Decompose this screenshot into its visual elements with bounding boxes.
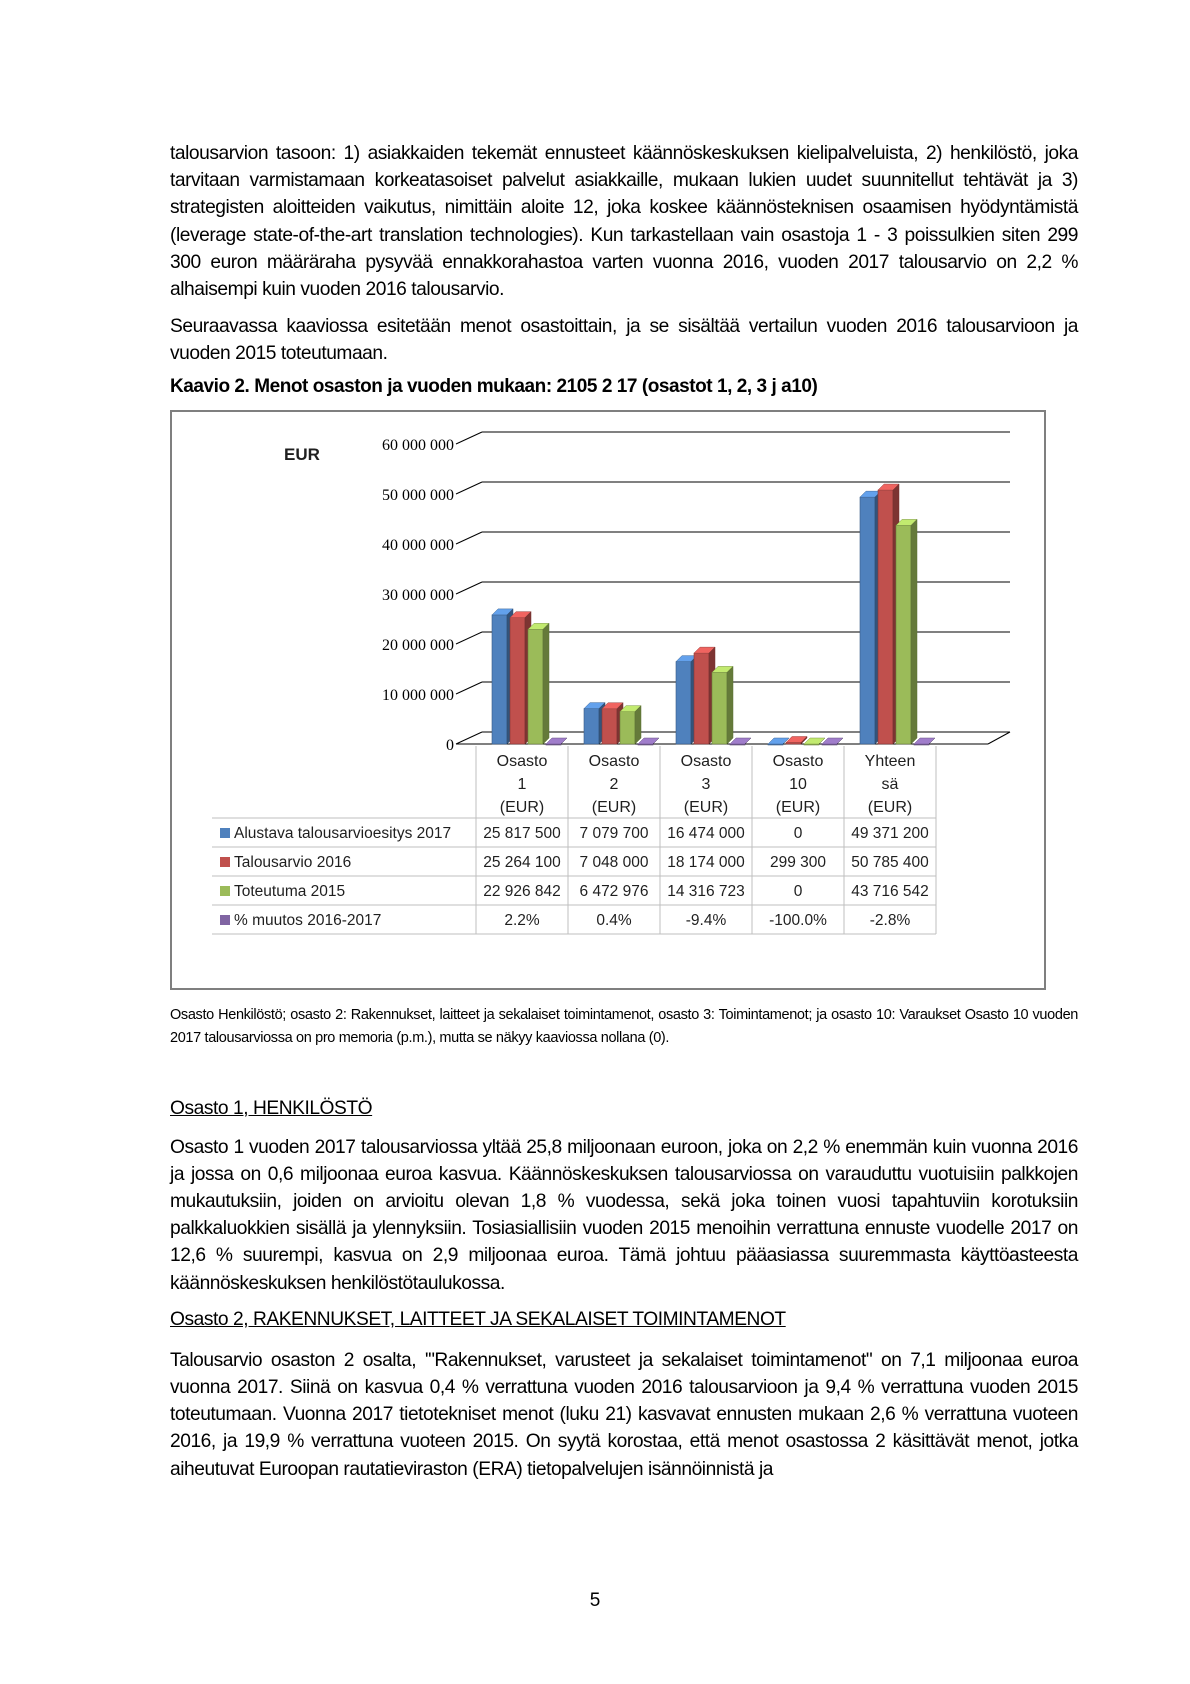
bar-3-3 xyxy=(712,672,727,744)
table-cell: 299 300 xyxy=(769,853,827,871)
y-tick-label: 30 000 000 xyxy=(382,586,454,604)
category-label: 2 xyxy=(609,775,619,793)
category-label: sä xyxy=(881,775,899,793)
category-label: (EUR) xyxy=(591,798,637,816)
table-cell: 16 474 000 xyxy=(667,824,745,842)
chart-intro-paragraph: Seuraavassa kaaviossa esitetään menot osastoittain, ja se sisältää vertailun vuoden 2016 talousarvioon ja vuoden 2015 toteutumaan. xyxy=(170,316,1078,365)
chart-frame xyxy=(170,410,1046,990)
y-tick-label: 10 000 000 xyxy=(382,686,454,704)
intro-paragraph: talousarvion tasoon: 1) asiakkaiden tekemät ennusteet käännöskeskuksen kielipalveluista, 2) henkilöstö, joka tarvitaan varmistamaan korkeatasoiset palvelut asiakkaille, mukaan lukien uudet suunnitellut tehtävät ja 3) strategisten aloitteiden vaikutus, nimittäin aloite 12, joka koskee käännösteknisen osaamisen hyödyntämistä (leverage state-of-the-art translation technologies). Kun tarkastellaan vain osastoja 1 - 3 poissulkien siten 299 300 euron määräraha pysyvää ennakkorahastoa varten vuonna 2016, vuoden 2017 talousarvio on 2,2 % alhaisempi kuin vuoden 2016 talousarvio. xyxy=(170,143,1078,301)
bar-3-1 xyxy=(528,629,543,744)
category-label: 3 xyxy=(701,775,711,793)
category-label: 1 xyxy=(517,775,527,793)
y-tick-label: 20 000 000 xyxy=(382,636,454,654)
y-tick-label: 40 000 000 xyxy=(382,536,454,554)
table-cell: 7 079 700 xyxy=(579,824,649,842)
table-cell: 18 174 000 xyxy=(667,853,745,871)
bar-2-1 xyxy=(510,617,525,743)
table-cell: 6 472 976 xyxy=(579,882,649,900)
gridline-diagonal xyxy=(456,682,482,694)
expenditure-chart xyxy=(172,412,1044,988)
bar-3-2 xyxy=(620,711,635,743)
bar-1-3 xyxy=(676,661,691,743)
bar-side-3-5 xyxy=(911,519,917,744)
gridline-diagonal xyxy=(456,732,482,744)
category-label: Osasto xyxy=(496,752,548,770)
page-number: 5 xyxy=(589,1590,601,1611)
legend-swatch-3 xyxy=(220,886,230,896)
gridline-diagonal xyxy=(456,582,482,594)
bar-side-3-2 xyxy=(635,705,641,743)
category-label: (EUR) xyxy=(867,798,913,816)
table-cell: 14 316 723 xyxy=(667,882,745,900)
legend-swatch-4 xyxy=(220,915,230,925)
bar-side-3-1 xyxy=(543,623,549,744)
document-page xyxy=(170,140,1078,1483)
bar-side-3-3 xyxy=(727,666,733,744)
table-cell: 49 371 200 xyxy=(851,824,929,842)
table-cell: 0 xyxy=(793,824,803,842)
table-cell: -100.0% xyxy=(769,911,827,929)
category-label: Yhteen xyxy=(864,752,916,770)
table-cell: 0.4% xyxy=(596,911,632,929)
table-cell: 0 xyxy=(793,882,803,900)
section-heading-osasto-2: Osasto 2, RAKENNUKSET, LAITTEET JA SEKALAISET TOIMINTAMENOT xyxy=(170,1308,786,1330)
section-heading-osasto-1: Osasto 1, HENKILÖSTÖ xyxy=(170,1097,373,1119)
table-cell: 22 926 842 xyxy=(483,882,561,900)
category-label: (EUR) xyxy=(775,798,821,816)
bar-1-5 xyxy=(860,497,875,744)
floor-right-edge xyxy=(988,732,1010,744)
gridline-diagonal xyxy=(456,482,482,494)
y-axis-title: EUR xyxy=(284,444,320,464)
table-cell: 7 048 000 xyxy=(579,853,649,871)
bar-1-1 xyxy=(492,615,507,744)
bar-2-5 xyxy=(878,490,893,744)
category-label: 10 xyxy=(789,775,807,793)
table-cell: 50 785 400 xyxy=(851,853,929,871)
y-tick-label: 50 000 000 xyxy=(382,486,454,504)
category-label: Osasto xyxy=(588,752,640,770)
bar-2-3 xyxy=(694,653,709,744)
gridline-diagonal xyxy=(456,632,482,644)
category-label: Osasto xyxy=(772,752,824,770)
table-cell: -9.4% xyxy=(685,911,727,929)
legend-label-3: Toteutuma 2015 xyxy=(234,882,346,900)
category-label: Osasto xyxy=(680,752,732,770)
category-label: (EUR) xyxy=(499,798,545,816)
legend-swatch-1 xyxy=(220,828,230,838)
bar-1-2 xyxy=(584,708,599,743)
table-cell: 2.2% xyxy=(504,911,540,929)
bar-2-2 xyxy=(602,708,617,743)
legend-label-2: Talousarvio 2016 xyxy=(234,853,352,871)
table-cell: 43 716 542 xyxy=(851,882,929,900)
chart-caption: Kaavio 2. Menot osaston ja vuoden mukaan: 2105 2 17 (osastot 1, 2, 3 j a10) xyxy=(170,375,818,397)
gridline-diagonal xyxy=(456,432,482,444)
section-2-paragraph: Talousarvio osaston 2 osalta, '"Rakennukset, varusteet ja sekalaiset toimintamenot" on 7,1 miljoonaa euroa vuonna 2017. Siinä on kasvua 0,4 % verrattuna vuoden 2016 talousarvioon ja 9,4 % verrattuna vuoden 2015 toteutumaan. Vuonna 2017 tietotekniset menot (luku 21) kasvavat ennusten mukaan 2,6 % verrattuna vuoteen 2016, ja 19,9 % verrattuna vuoteen 2015. On syytä korostaa, että menot osastossa 2 käsittävät menot, jotka aiheutuvat Euroopan rautatieviraston (ERA) tietopalvelujen isännöinnistä ja xyxy=(170,1349,1078,1480)
category-label: (EUR) xyxy=(683,798,729,816)
section-1-paragraph: Osasto 1 vuoden 2017 talousarviossa yltää 25,8 miljoonaan euroon, joka on 2,2 % enemmän kuin vuonna 2016 ja jossa on 0,6 miljoonaa euroa kasvua. Käännöskeskuksen talousarviossa on varauduttu vuotuisiin palkkojen mukautuksiin, joiden on arvioitu olevan 1,8 % vuodessa, sekä joka toinen vuosi tapahtuviin korotuksiin palkkaluokkien sisällä ja ylennyksiin. Tosiasiallisiin vuoden 2015 menoihin verrattuna ennuste vuodelle 2017 on 12,6 % suurempi, kasvua on 2,9 miljoonaa euroa. Tämä johtuu pääasiassa suuremmasta käyttöasteesta käännöskeskuksen henkilöstötaulukossa. xyxy=(170,1136,1078,1294)
y-tick-label: 60 000 000 xyxy=(382,436,454,454)
bar-3-5 xyxy=(896,525,911,744)
table-cell: 25 817 500 xyxy=(483,824,561,842)
chart-footnote: Osasto Henkilöstö; osasto 2: Rakennukset, laitteet ja sekalaiset toimintamenot, osasto 3: Toimintamenot; ja osasto 10: Varaukset Osasto 10 vuoden 2017 talousarviossa on pro memoria (p.m.), mutta se näkyy kaaviossa nollana (0). xyxy=(170,1006,1078,1046)
legend-label-1: Alustava talousarvioesitys 2017 xyxy=(234,824,452,842)
y-tick-label: 0 xyxy=(446,736,454,754)
legend-swatch-2 xyxy=(220,857,230,867)
table-cell: 25 264 100 xyxy=(483,853,561,871)
legend-label-4: % muutos 2016-2017 xyxy=(234,911,382,929)
gridline-diagonal xyxy=(456,532,482,544)
table-cell: -2.8% xyxy=(869,911,911,929)
